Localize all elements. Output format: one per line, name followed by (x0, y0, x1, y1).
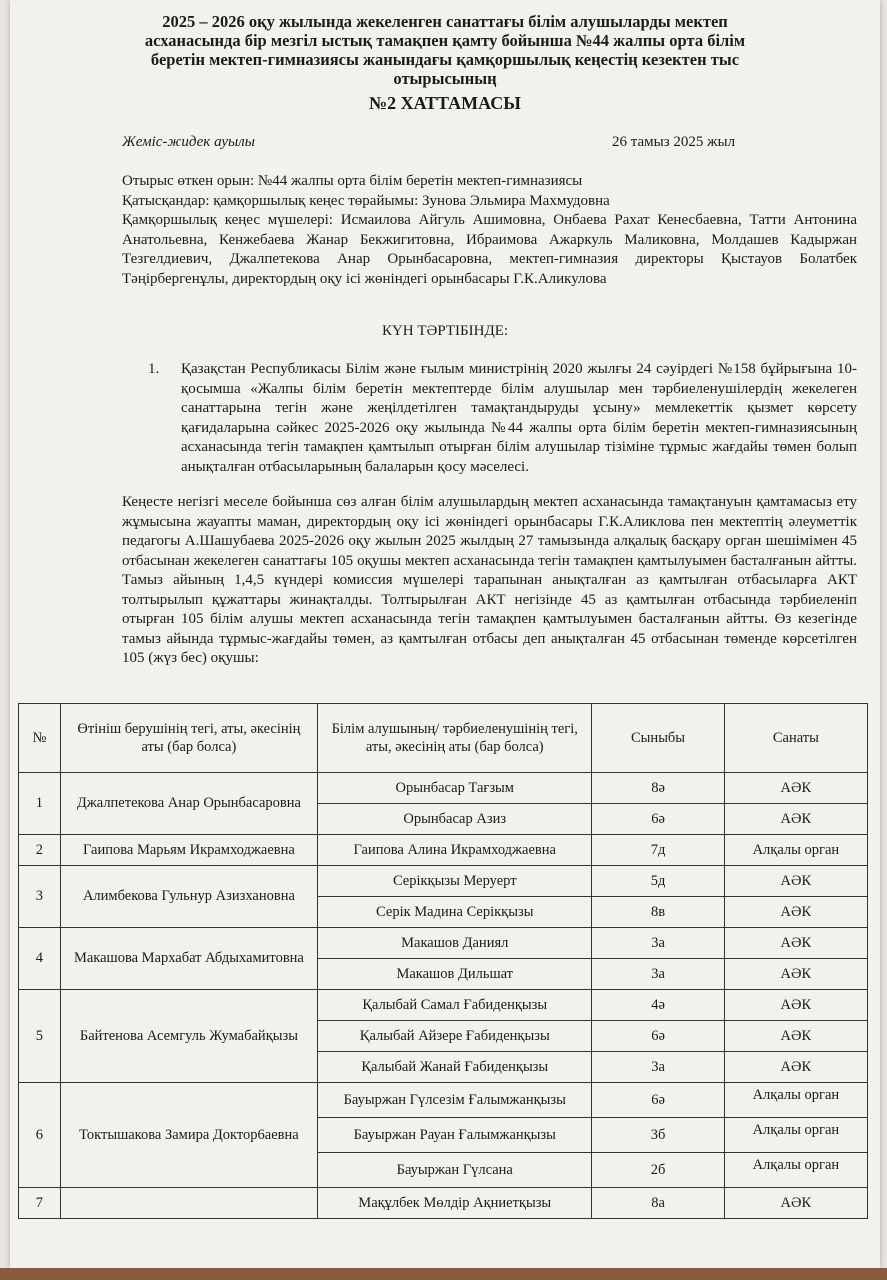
students-table (18, 703, 868, 1219)
student-grade: 6ә (592, 804, 724, 835)
table-row (19, 1083, 868, 1118)
student-grade: 3а (592, 1052, 724, 1083)
student-category: АӘК (724, 804, 867, 835)
student-name: Орынбасар Тағзым (318, 773, 592, 804)
student-category: АӘК (724, 1021, 867, 1052)
student-category: Алқалы орган (724, 1118, 867, 1153)
student-name: Гаипова Алина Икрамходжаевна (318, 835, 592, 866)
header-category: Санаты (724, 704, 867, 773)
table-row (19, 773, 868, 804)
venue-line: Отырыс өткен орын: №44 жалпы орта білім беретін мектеп-гимназиясы (122, 173, 583, 189)
table-row (19, 1188, 868, 1219)
student-name: Серік Мадина Серікқызы (318, 897, 592, 928)
student-name: Орынбасар Азиз (318, 804, 592, 835)
student-grade: 5д (592, 866, 724, 897)
student-grade: 3а (592, 959, 724, 990)
row-number: 7 (19, 1188, 61, 1219)
table-edge-background (0, 1268, 887, 1280)
student-grade: 4ә (592, 990, 724, 1021)
student-category: Алқалы орган (724, 1153, 867, 1188)
table-row (19, 928, 868, 959)
student-name: Макашов Дильшат (318, 959, 592, 990)
agenda-item-text: Қазақстан Республикасы Білім және ғылым министрінің 2020 жылғы 24 сәуірдегі №158 бұйрығына 10-қосымша «Жалпы білім беретін мектептерде білім алушылар мен тәрбиеленушілердің жекелеген санаттарына тегін және жеңілдетілген тамақтандыруды ұсыну» мемлекеттік қызмет көрсету қағидаларына сәйкес 2025-2026 оқу жылында №44 жалпы орта білім беретін мектеп-гимназиясының асханасында тегін тамақпен қамтылып отырған білім алушылар тізіміне тұрмыс жағдайы төмен болып анықталған отбасыларының балаларын қосу мәселесі. (181, 361, 857, 475)
student-grade: 8в (592, 897, 724, 928)
header-student: Білім алушының/ тәрбиеленушінің тегі, аты, әкесінің аты (бар болса) (318, 704, 592, 773)
applicant-name (60, 1188, 317, 1219)
student-name: Қалыбай Самал Ғабиденқызы (318, 990, 592, 1021)
row-number: 5 (19, 990, 61, 1083)
student-grade: 8ә (592, 773, 724, 804)
title-line: отырысының (393, 69, 497, 88)
header-number: № (19, 704, 61, 773)
header-grade: Сыныбы (592, 704, 724, 773)
student-category: АӘК (724, 1052, 867, 1083)
table-row (19, 866, 868, 897)
table-row (19, 835, 868, 866)
student-category: АӘК (724, 959, 867, 990)
table-row (19, 990, 868, 1021)
row-number: 2 (19, 835, 61, 866)
meeting-place: Жеміс-жидек ауылы (122, 134, 255, 150)
student-name: Қалыбай Айзере Ғабиденқызы (318, 1021, 592, 1052)
student-category: Алқалы орган (724, 835, 867, 866)
student-name: Бауыржан Гүлсана (318, 1153, 592, 1188)
row-number: 6 (19, 1083, 61, 1188)
row-number: 1 (19, 773, 61, 835)
participants-line: Қатысқандар: қамқоршылық кеңес төрайымы: Зунова Эльмира Махмудовна (122, 192, 610, 209)
student-name: Макашов Даниял (318, 928, 592, 959)
agenda-item (148, 360, 857, 477)
members-paragraph: Қамқоршылық кеңес мүшелері: Исмаилова Айгуль Ашимовна, Онбаева Рахат Кенесбаевна, Татти Антонина Анатольевна, Кенжебаева Жанар Бекжигитовна, Ибраимова Ажаркуль Маликовна, Молдашев Кадыржан Тезгелдиевич, Джалпетекова Анар Орынбасаровна, мектеп-гимназия директоры Қыстауов Болатбек Тәңірбергенұлы, директордың оқу ісі жөніндегі орынбасары Г.К.Аликулова (122, 212, 857, 287)
agenda-item-number: 1. (148, 361, 160, 377)
student-grade: 6ә (592, 1083, 724, 1118)
row-number: 4 (19, 928, 61, 990)
student-category: АӘК (724, 773, 867, 804)
meeting-info (122, 172, 857, 289)
protocol-number: №2 ХАТТАМАСЫ (369, 93, 521, 113)
student-grade: 7д (592, 835, 724, 866)
student-name: Қалыбай Жанай Ғабиденқызы (318, 1052, 592, 1083)
student-grade: 2б (592, 1153, 724, 1188)
document-page (10, 0, 880, 1268)
student-grade: 8а (592, 1188, 724, 1219)
header-applicant: Өтініш берушінің тегі, аты, әкесінің аты (бар болса) (60, 704, 317, 773)
student-category: Алқалы орган (724, 1083, 867, 1118)
student-name: Бауыржан Рауан Ғалымжанқызы (318, 1118, 592, 1153)
student-category: АӘК (724, 897, 867, 928)
student-name: Мақұлбек Мөлдір Ақниетқызы (318, 1188, 592, 1219)
applicant-name: Байтенова Асемгуль Жумабайқызы (60, 990, 317, 1083)
applicant-name: Макашова Мархабат Абдыхамитовна (60, 928, 317, 990)
title-line: беретін мектеп-гимназиясы жанындағы қамқоршылық кеңестің кезектен тыс (150, 50, 740, 69)
discussion-paragraph: Кеңесте негізгі меселе бойынша сөз алған білім алушылардың мектеп асханасында тамақтануын қамтамасыз ету жұмысына жауапты маман, директордың оқу ісі жөніндегі орынбасары Г.К.Аликлова пен мектептің әлеуметтік педагогы А.Шашубаева 2025-2026 оқу жылын 2025 жылдың 27 тамызында алқалық басқару орган шешімімен 45 отбасынан жекелеген санаттағы 105 оқушы мектеп асханасында тегін тамақпен қамтылуымен басталғанын айтты. Тамыз айының 1,4,5 күндері комиссия мүшелері тарапынан анықталған аз қамтылған отбасыларға АКТ толтырылып құжаттары жинақталды. Толтырылған АКТ негізінде 45 аз қамтылған отбасында тәрбиеленіп отырған 105 білім алушы мектеп асханасында тегін тамақпен қамтылуымен басталғанын айтты. Өз кезегінде тамыз айында тұрмыс-жағдайы төмен, аз қамтылған отбасы деп анықталған 45 отбасынан төменде көрсетілген 105 (жүз бес) оқушы: (122, 494, 857, 666)
student-category: АӘК (724, 928, 867, 959)
student-grade: 6ә (592, 1021, 724, 1052)
student-category: АӘК (724, 1188, 867, 1219)
agenda-heading: КҮН ТӘРТІБІНДЕ: (381, 323, 509, 339)
row-number: 3 (19, 866, 61, 928)
document-title (10, 12, 880, 88)
student-category: АӘК (724, 866, 867, 897)
applicant-name: Алимбекова Гульнур Азизхановна (60, 866, 317, 928)
student-name: Серікқызы Меруерт (318, 866, 592, 897)
student-grade: 3б (592, 1118, 724, 1153)
student-grade: 3а (592, 928, 724, 959)
applicant-name: Джалпетекова Анар Орынбасаровна (60, 773, 317, 835)
meeting-date: 26 тамыз 2025 жыл (612, 134, 736, 150)
applicant-name: Гаипова Марьям Икрамходжаевна (60, 835, 317, 866)
title-line: асханасында бір мезгіл ыстық тамақпен қамту бойынша №44 жалпы орта білім (144, 31, 746, 50)
applicant-name: Токтышакова Замира Доктор6аевна (60, 1083, 317, 1188)
table-header-row (19, 704, 868, 773)
student-category: АӘК (724, 990, 867, 1021)
title-line: 2025 – 2026 оқу жылында жекеленген санаттағы білім алушыларды мектеп (162, 12, 728, 31)
student-name: Бауыржан Гүлсезім Ғалымжанқызы (318, 1083, 592, 1118)
